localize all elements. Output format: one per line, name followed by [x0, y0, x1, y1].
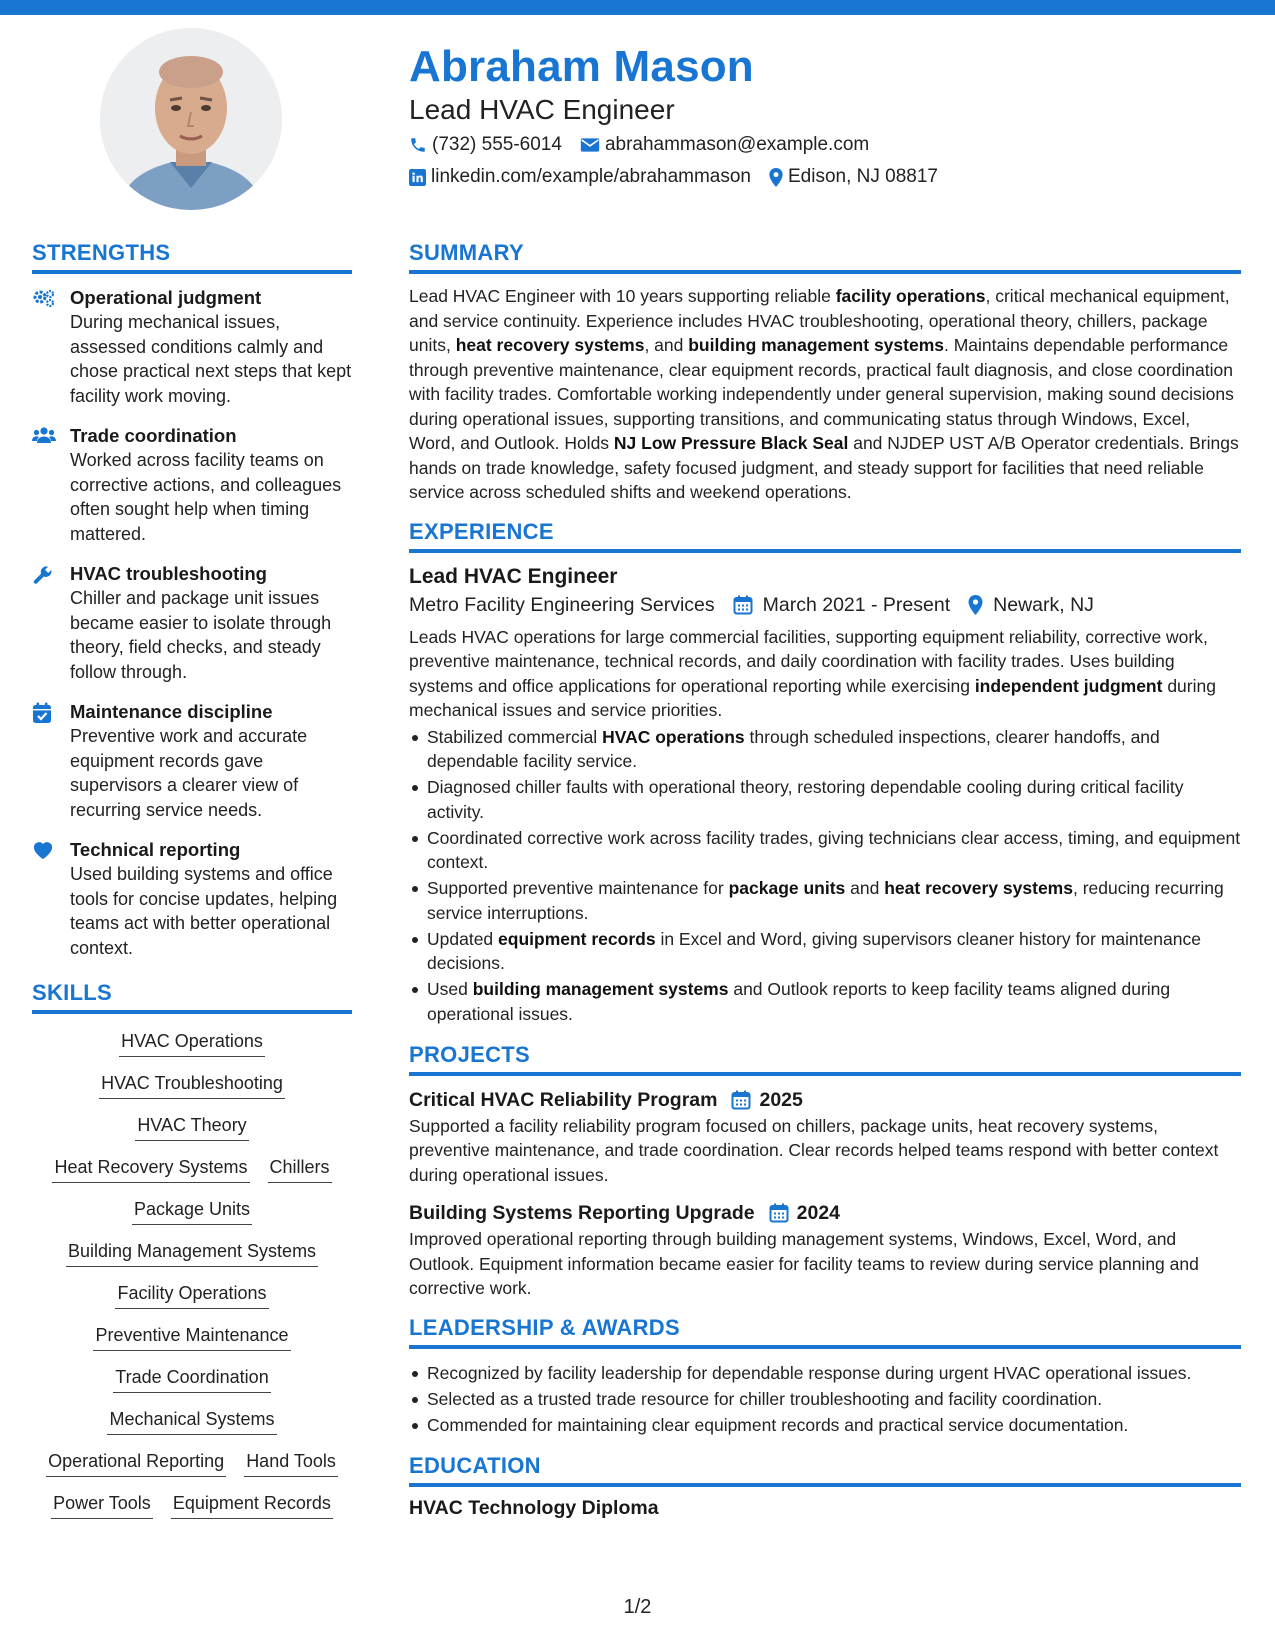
job-company: Metro Facility Engineering Services [409, 593, 715, 616]
job-bullet: Diagnosed chiller faults with operational theory, restoring dependable cooling during critical facility activity. [409, 775, 1241, 824]
location-contact [769, 166, 938, 188]
skill-row [32, 1028, 352, 1057]
project-name: Critical HVAC Reliability Program [409, 1088, 718, 1111]
job-dates: March 2021 - Present [733, 594, 951, 617]
envelope-icon [580, 137, 600, 153]
heart-icon [32, 838, 70, 960]
users-icon [32, 424, 70, 546]
award-item: Selected as a trusted trade resource for chiller troubleshooting and facility coordination. [409, 1387, 1241, 1412]
contact-row-1 [409, 134, 887, 156]
project-description: Supported a facility reliability program focused on chillers, package units, heat recovery systems, preventive maintenance, and trade coordination. Clear records helped teams respond with better context during operational issues. [409, 1115, 1219, 1185]
skill-row [32, 1322, 352, 1351]
wrench-icon [32, 562, 70, 684]
calendar-check-icon [32, 700, 70, 822]
phone-icon [409, 136, 427, 154]
strength-body [70, 838, 352, 960]
skill-tag: Operational Reporting [46, 1448, 226, 1477]
skill-tag: Power Tools [51, 1490, 153, 1519]
summary-text: Lead HVAC Engineer with 10 years supporting reliable facility operations, critical mechanical equipment, and service continuity. Experience includes HVAC troubleshooting, operational theory, chillers, package units, heat recovery systems, and building management systems. Maintains dependable performance through preventive maintenance, clear equipment records, practical fault diagnosis, and close coordination with facility trades. Comfortable working independently under general supervision, making sound decisions during operational issues, supporting transitions, and communicating status through Windows, Excel, Word, and Outlook. Holds NJ Low Pressure Black Seal and NJDEP UST A/B Operator credentials. Brings hands on trade knowledge, safety focused judgment, and steady support for facilities that need reliable service across scheduled shifts and weekend operations. [409, 286, 1239, 502]
skill-tag: HVAC Theory [135, 1112, 248, 1141]
calendar-icon [733, 595, 753, 615]
contact-row-2 [409, 166, 956, 188]
award-item: Commended for maintaining clear equipment records and practical service documentation. [409, 1413, 1241, 1438]
strength-description: Chiller and package unit issues became easier to isolate through theory, field checks, and steady follow through. [70, 588, 332, 682]
strengths-heading: STRENGTHS [32, 240, 352, 274]
phone-text: (732) 555-6014 [432, 134, 562, 155]
profile-photo [100, 28, 282, 210]
calendar-icon [731, 1090, 751, 1110]
skill-row [32, 1070, 352, 1099]
gears-icon [32, 286, 70, 408]
strength-description: Used building systems and office tools for concise updates, helping teams act with better operational context. [70, 864, 338, 958]
project-year: 2024 [769, 1199, 840, 1227]
skill-tag: Preventive Maintenance [93, 1322, 290, 1351]
project-description: Improved operational reporting through building management systems, Windows, Excel, Word, and Outlook. Equipment information became easier for facility teams to review during service planning and corrective work. [409, 1229, 1199, 1298]
top-accent-bar [0, 0, 1275, 15]
skill-tag: Building Management Systems [66, 1238, 318, 1267]
location-pin-icon [968, 595, 983, 615]
strength-title: Technical reporting [70, 839, 241, 860]
left-column [32, 240, 352, 1532]
strengths-list [32, 286, 352, 960]
strength-description: Worked across facility teams on corrective actions, and colleagues often sought help when timing mattered. [70, 450, 342, 544]
bold-keyword: facility operations [835, 286, 986, 306]
projects-heading: PROJECTS [409, 1042, 1241, 1076]
skill-tag: Facility Operations [115, 1280, 268, 1309]
strength-description: Preventive work and accurate equipment records gave supervisors a clearer view of recurring service needs. [70, 726, 308, 820]
skill-row [32, 1448, 352, 1477]
job-description: Leads HVAC operations for large commercial facilities, supporting equipment reliability, corrective work, preventive maintenance, technical records, and daily coordination with facility trades. Uses building systems and office applications for operational reporting while exercising independent judgment during mechanical issues and service priorities. [409, 626, 1216, 720]
bold-keyword: HVAC operations [602, 726, 745, 747]
job-bullet: Used building management systems and Outlook reports to keep facility teams aligned during operational issues. [409, 977, 1241, 1026]
skill-tag: HVAC Troubleshooting [99, 1070, 285, 1099]
strength-description: During mechanical issues, assessed conditions calmly and chose practical next steps that kept facility work moving. [70, 312, 352, 406]
projects-list [409, 1086, 1241, 1301]
strength-item [32, 838, 352, 960]
bold-keyword: building management systems [472, 979, 729, 999]
job-bullets [409, 725, 1241, 1027]
email-contact[interactable] [580, 134, 869, 156]
bold-keyword: independent judgment [974, 675, 1163, 696]
candidate-name: Abraham Mason [409, 42, 754, 91]
skill-tag: Hand Tools [244, 1448, 338, 1477]
project-name: Building Systems Reporting Upgrade [409, 1202, 755, 1224]
project-title [409, 1199, 1241, 1227]
bold-keyword: heat recovery systems [884, 878, 1073, 898]
skill-row [32, 1112, 352, 1141]
right-column [409, 240, 1241, 1520]
leadership-list [409, 1361, 1241, 1438]
job-location: Newark, NJ [968, 594, 1094, 617]
job-title: Lead HVAC Engineer [409, 564, 618, 588]
linkedin-text: linkedin.com/example/abrahammason [431, 166, 751, 187]
skill-row [32, 1406, 352, 1435]
education-heading: EDUCATION [409, 1453, 1241, 1487]
bold-keyword: building management systems [688, 335, 944, 355]
strength-item [32, 424, 352, 546]
skill-row [32, 1490, 352, 1519]
bold-keyword: heat recovery systems [455, 335, 645, 355]
strength-title: HVAC troubleshooting [70, 563, 267, 584]
strength-body [70, 424, 352, 546]
strength-item [32, 562, 352, 684]
project-year: 2025 [731, 1086, 802, 1114]
skill-row [32, 1196, 352, 1225]
skills-list [32, 1028, 352, 1519]
skill-tag: HVAC Operations [119, 1028, 265, 1057]
skill-row [32, 1364, 352, 1393]
skill-tag: Equipment Records [171, 1490, 333, 1519]
education-degree: HVAC Technology Diploma [409, 1496, 659, 1519]
job-bullet: Stabilized commercial HVAC operations through scheduled inspections, clearer handoffs, and dependable facility service. [409, 725, 1241, 774]
candidate-title: Lead HVAC Engineer [409, 94, 675, 125]
page-number: 1/2 [623, 1596, 652, 1618]
skill-tag: Trade Coordination [113, 1364, 270, 1393]
strength-item [32, 286, 352, 408]
location-pin-icon [769, 168, 783, 187]
strength-body [70, 562, 352, 684]
skill-tag: Chillers [268, 1154, 332, 1183]
award-item: Recognized by facility leadership for dependable response during urgent HVAC operational issues. [409, 1361, 1241, 1386]
strength-title: Trade coordination [70, 425, 237, 446]
skill-tag: Package Units [132, 1196, 252, 1225]
bold-keyword: package units [728, 878, 846, 898]
strength-item [32, 700, 352, 822]
job-meta [409, 594, 1241, 617]
skill-row [32, 1154, 352, 1183]
strength-body [70, 700, 352, 822]
strength-title: Maintenance discipline [70, 701, 273, 722]
calendar-icon [769, 1203, 789, 1223]
skills-heading: SKILLS [32, 980, 352, 1014]
bold-keyword: NJ Low Pressure Black Seal [613, 433, 849, 453]
strength-title: Operational judgment [70, 287, 262, 308]
leadership-heading: LEADERSHIP & AWARDS [409, 1315, 1241, 1349]
email-text: abrahammason@example.com [604, 134, 870, 155]
phone-contact[interactable] [409, 134, 562, 156]
job-bullet: Updated equipment records in Excel and Word, giving supervisors cleaner history for maintenance decisions. [409, 927, 1241, 976]
experience-heading: EXPERIENCE [409, 519, 1241, 553]
strength-body [70, 286, 352, 408]
skill-tag: Heat Recovery Systems [52, 1154, 249, 1183]
bold-keyword: equipment records [498, 928, 656, 949]
linkedin-icon [409, 169, 426, 186]
skill-row [32, 1280, 352, 1309]
skill-row [32, 1238, 352, 1267]
skill-tag: Mechanical Systems [107, 1406, 276, 1435]
location-text: Edison, NJ 08817 [788, 166, 938, 187]
experience-list [409, 563, 1241, 1027]
project-title [409, 1086, 1241, 1114]
job-bullet: Supported preventive maintenance for package units and heat recovery systems, reducing recurring service interruptions. [409, 876, 1241, 925]
job-bullet: Coordinated corrective work across facility trades, giving technicians clear access, timing, and equipment context. [409, 826, 1241, 875]
linkedin-contact[interactable] [409, 166, 751, 188]
summary-heading: SUMMARY [409, 240, 1241, 274]
